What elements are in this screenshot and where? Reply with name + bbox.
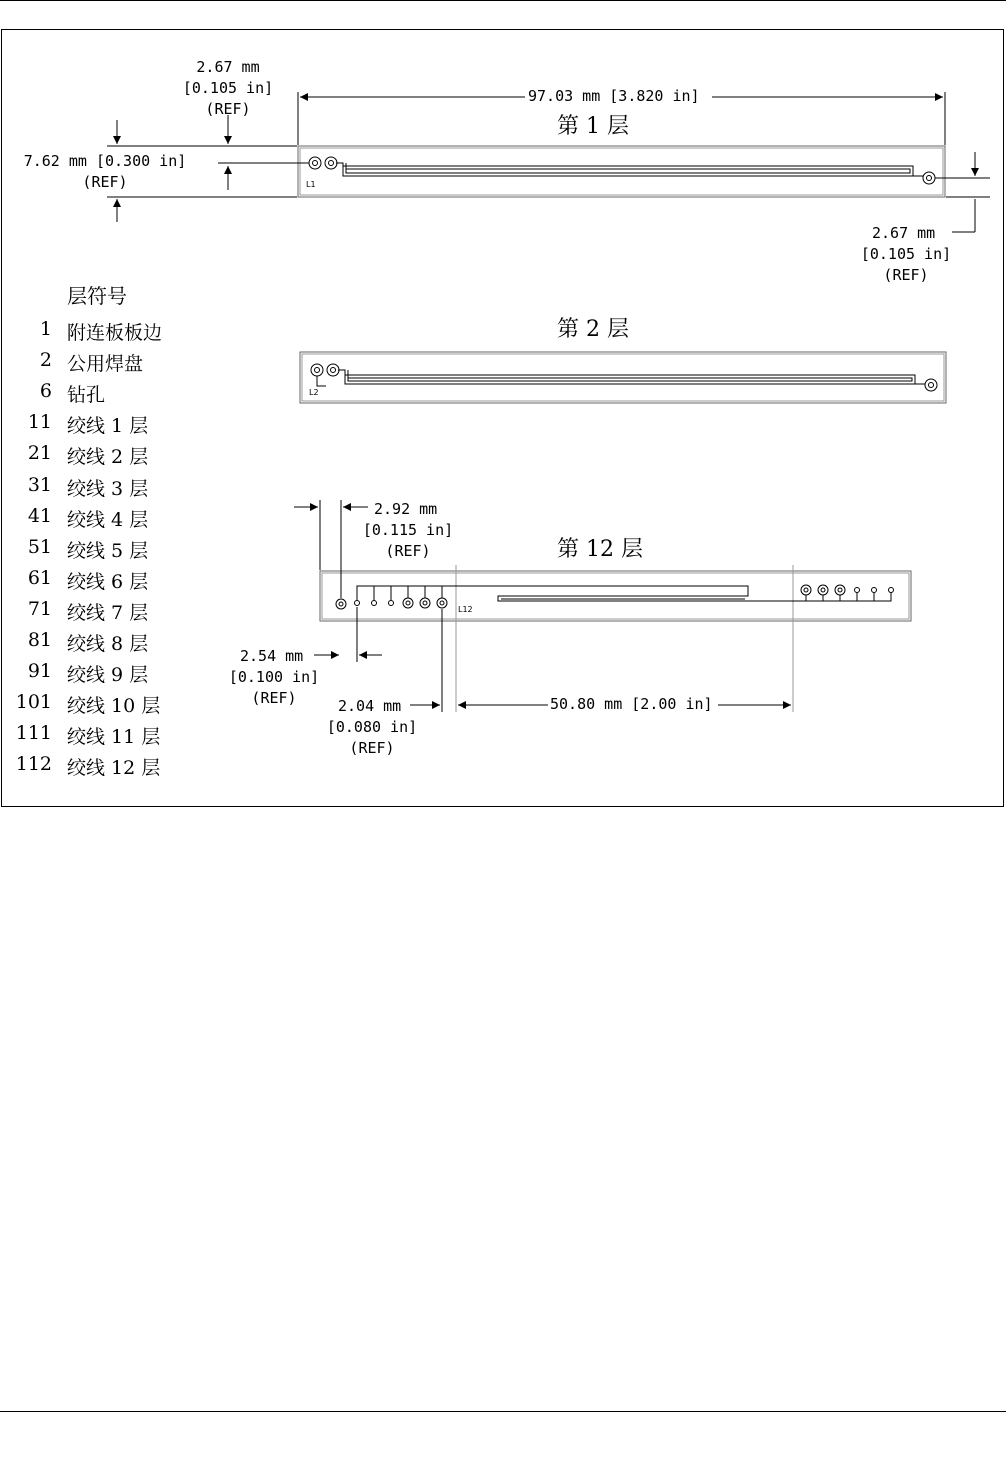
dim-292-mm: 2.92 mm	[374, 500, 438, 518]
layer2-title: 第 2 层	[557, 317, 629, 342]
dim-204-mm: 2.04 mm	[338, 697, 402, 715]
dim-254	[224, 646, 324, 709]
layer12-pads	[336, 585, 894, 609]
legend-code: 61	[27, 566, 52, 589]
dim-height	[20, 151, 190, 193]
legend-label: 公用焊盘	[67, 353, 144, 376]
dim-width: 97.03 mm [3.820 in]	[528, 87, 700, 105]
layer12-title: 第 12 层	[557, 537, 643, 562]
dim-254-mm: 2.54 mm	[240, 647, 304, 665]
dim-254-ref: (REF)	[251, 689, 297, 707]
legend-label: 绞线 12 层	[67, 757, 161, 780]
dim-height-mm: 7.62 mm [0.300 in]	[23, 152, 187, 170]
legend-label: 钻孔	[67, 384, 106, 407]
legend-code: 21	[27, 442, 52, 465]
dim-292	[358, 499, 458, 562]
dim-height-ref: (REF)	[82, 173, 128, 191]
legend-row	[14, 442, 184, 468]
dim-292-in: [0.115 in]	[362, 521, 454, 539]
legend-code: 1	[39, 318, 52, 340]
legend-code: 31	[27, 473, 52, 496]
legend-code: 2	[39, 349, 52, 372]
legend-row	[14, 318, 184, 344]
legend-label: 绞线 9 层	[67, 664, 149, 687]
dim-254-in: [0.100 in]	[228, 668, 320, 686]
legend-heading: 层符号	[67, 284, 127, 308]
svg-text:L1: L1	[306, 180, 316, 189]
legend-label: 绞线 6 层	[67, 570, 149, 593]
bottom-rule	[0, 1411, 1006, 1412]
legend-row	[14, 660, 184, 686]
dim-204-ref: (REF)	[349, 739, 395, 757]
layer2-trace	[338, 370, 925, 385]
layer1-trace	[336, 163, 913, 176]
dim-5080: 50.80 mm [2.00 in]	[550, 695, 713, 713]
dim-top-left	[178, 57, 278, 120]
legend-code: 11	[27, 411, 52, 434]
dim-top-left-ref: (REF)	[205, 100, 251, 118]
legend-label: 绞线 4 层	[67, 508, 149, 531]
dim-right-ref: (REF)	[883, 266, 929, 284]
legend-code: 51	[27, 535, 52, 558]
dim-right-mm: 2.67 mm	[872, 224, 936, 242]
dim-204-in: [0.080 in]	[326, 718, 418, 736]
legend-code: 41	[27, 504, 52, 527]
legend-row	[14, 691, 184, 717]
legend-label: 绞线 11 层	[67, 726, 161, 749]
dim-top-left-mm: 2.67 mm	[196, 58, 260, 76]
legend-label: 绞线 8 层	[67, 633, 149, 655]
legend-label: 绞线 10 层	[67, 695, 161, 718]
legend-row	[14, 598, 184, 624]
legend-row	[14, 380, 184, 406]
dim-top-left-in: [0.105 in]	[182, 79, 274, 97]
legend-label: 绞线 2 层	[67, 446, 149, 469]
legend-code: 91	[27, 660, 52, 683]
legend-label: 附连板板边	[67, 322, 163, 344]
svg-text:L2: L2	[309, 388, 319, 397]
legend-code: 71	[27, 597, 52, 620]
legend-code: 81	[27, 629, 52, 651]
legend-code: 101	[15, 691, 52, 714]
legend-row	[14, 536, 184, 562]
layer1-pads	[309, 157, 935, 184]
legend-label: 绞线 3 层	[67, 477, 149, 500]
legend-label: 绞线 5 层	[67, 539, 149, 562]
legend-row	[14, 722, 184, 748]
legend-row	[14, 753, 184, 779]
legend-row	[14, 629, 184, 655]
dim-292-ref: (REF)	[385, 542, 431, 560]
legend-row	[14, 567, 184, 593]
legend-label: 绞线 7 层	[67, 601, 149, 624]
svg-text:L12: L12	[458, 605, 473, 614]
dim-right	[856, 223, 956, 286]
legend-code: 6	[39, 380, 52, 403]
legend-row	[14, 505, 184, 531]
legend-code: 112	[15, 753, 52, 776]
dim-right-in: [0.105 in]	[860, 245, 952, 263]
legend-row	[14, 411, 184, 437]
layer1-title: 第 1 层	[557, 114, 629, 139]
legend-row	[14, 474, 184, 500]
layer1-board	[298, 146, 945, 197]
legend-label: 绞线 1 层	[67, 415, 149, 438]
legend-row	[14, 349, 184, 375]
legend-code: 111	[15, 722, 52, 745]
dim-204	[322, 696, 422, 759]
